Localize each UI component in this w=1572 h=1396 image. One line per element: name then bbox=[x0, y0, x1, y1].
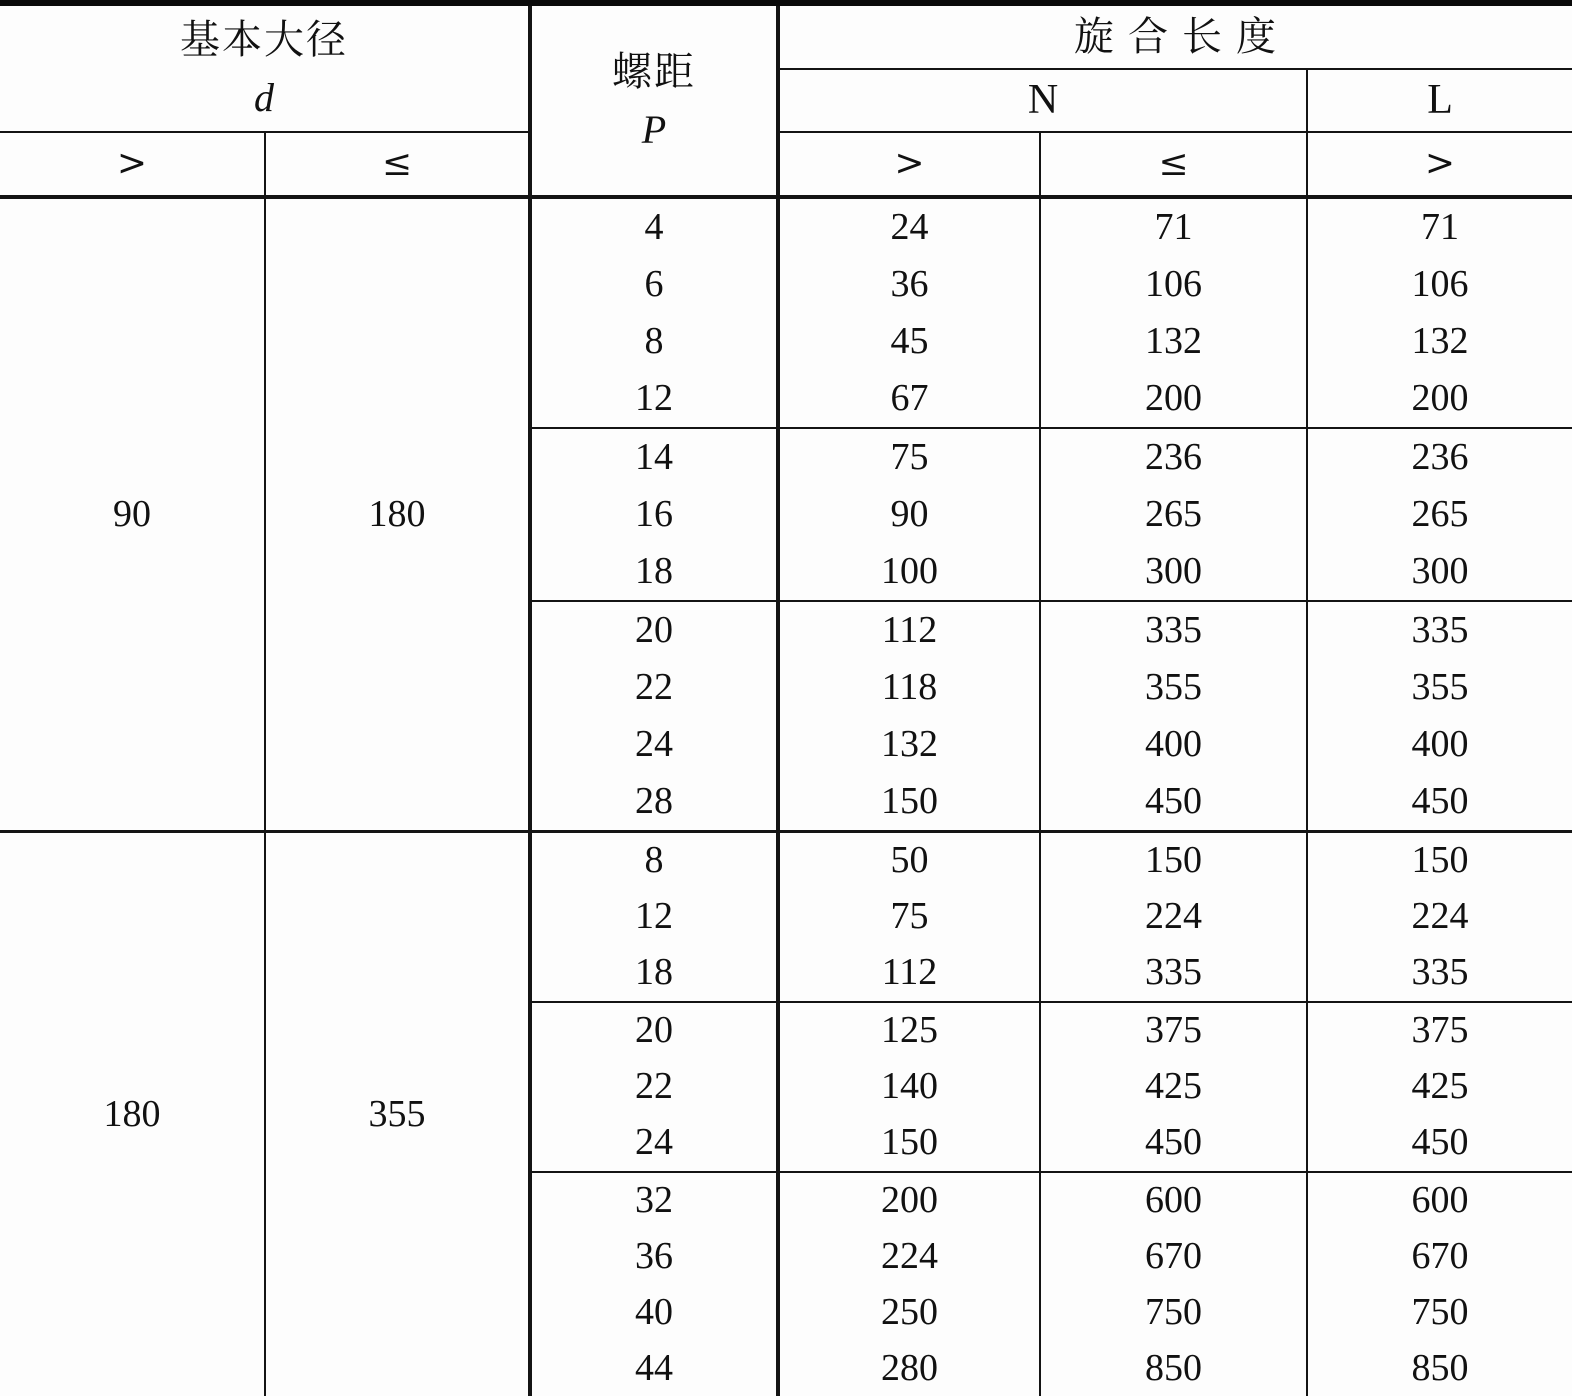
l-over-cell: 335 bbox=[1411, 608, 1469, 651]
l-over-cell: 265 bbox=[1411, 492, 1469, 535]
n-upto-cell: 335 bbox=[1040, 601, 1307, 659]
n-upto-cell: 71 bbox=[1040, 197, 1307, 256]
n-over-cell: 118 bbox=[778, 659, 1040, 716]
n-over-cell: 112 bbox=[778, 601, 1040, 659]
n-upto-cell: 400 bbox=[1040, 716, 1307, 773]
pitch-cell: 12 bbox=[530, 889, 778, 945]
n-over-cell: 50 bbox=[778, 832, 1040, 890]
n-upto-cell: 132 bbox=[1040, 313, 1307, 370]
n-upto-cell: 425 bbox=[1040, 1059, 1307, 1115]
l-over-cell: 750 bbox=[1411, 1291, 1469, 1334]
l-over-cell: 600 bbox=[1411, 1179, 1469, 1222]
n-over-cell: 67 bbox=[778, 370, 1040, 428]
n-upto-cell: 106 bbox=[1040, 256, 1307, 313]
n-over-cell: 224 bbox=[778, 1229, 1040, 1285]
l-over-cell: 375 bbox=[1411, 1009, 1469, 1052]
n-upto-cell: 355 bbox=[1040, 659, 1307, 716]
l-over-cell: 71 bbox=[1421, 205, 1460, 248]
pitch-cell: 8 bbox=[530, 313, 778, 370]
pitch-cell: 20 bbox=[530, 1002, 778, 1059]
n-over-cell: 24 bbox=[778, 197, 1040, 256]
n-over-cell: 140 bbox=[778, 1059, 1040, 1115]
n-over-cell: 90 bbox=[778, 486, 1040, 543]
l-over-cell: 425 bbox=[1411, 1065, 1469, 1108]
pitch-cell: 12 bbox=[530, 370, 778, 428]
d-upto-cell: 180 bbox=[265, 197, 530, 832]
n-upto-cell: 450 bbox=[1040, 1115, 1307, 1172]
l-over-cell: 200 bbox=[1307, 370, 1572, 428]
header-pitch-title: 螺距 bbox=[612, 48, 696, 94]
table-header bbox=[0, 3, 1572, 197]
n-over-cell: 200 bbox=[778, 1172, 1040, 1229]
n-over-cell: 112 bbox=[778, 945, 1040, 1002]
n-over-cell: 75 bbox=[778, 889, 1040, 945]
n-upto-cell: 200 bbox=[1040, 370, 1307, 428]
pitch-cell: 24 bbox=[530, 716, 778, 773]
l-over-cell: 335 bbox=[1307, 945, 1572, 1002]
n-upto-cell: 850 bbox=[1040, 1341, 1307, 1396]
pitch-cell: 18 bbox=[530, 945, 778, 1002]
header-basic-diameter-symbol: d bbox=[254, 74, 274, 120]
d-over-cell: 90 bbox=[0, 197, 265, 832]
pitch-cell: 14 bbox=[530, 428, 778, 486]
n-upto-cell: 236 bbox=[1040, 428, 1307, 486]
l-over-cell: 355 bbox=[1411, 665, 1469, 708]
pitch-cell: 24 bbox=[530, 1115, 778, 1172]
n-over-cell: 132 bbox=[778, 716, 1040, 773]
pitch-cell: 40 bbox=[530, 1285, 778, 1341]
l-over-cell: 150 bbox=[1411, 839, 1469, 882]
pitch-cell: 20 bbox=[530, 601, 778, 659]
n-over-cell: 36 bbox=[778, 256, 1040, 313]
header-d-upto: ≤ bbox=[265, 132, 530, 197]
pitch-cell: 4 bbox=[530, 197, 778, 256]
n-upto-cell: 750 bbox=[1040, 1285, 1307, 1341]
d-upto-cell: 355 bbox=[265, 832, 530, 1396]
table-body bbox=[0, 197, 1572, 1396]
l-over-cell: 670 bbox=[1411, 1235, 1469, 1278]
pitch-cell: 18 bbox=[530, 543, 778, 601]
n-upto-cell: 375 bbox=[1040, 1002, 1307, 1059]
pitch-cell: 36 bbox=[530, 1229, 778, 1285]
header-basic-diameter bbox=[0, 3, 530, 132]
pitch-cell: 16 bbox=[530, 486, 778, 543]
n-over-cell: 75 bbox=[778, 428, 1040, 486]
header-engagement-length: 旋 合 长 度 bbox=[778, 3, 1572, 69]
l-over-cell: 106 bbox=[1411, 262, 1469, 305]
l-over-cell: 450 bbox=[1307, 1115, 1572, 1172]
n-over-cell: 150 bbox=[778, 1115, 1040, 1172]
l-over-cell: 400 bbox=[1411, 722, 1469, 765]
table-row bbox=[0, 197, 1572, 256]
n-upto-cell: 670 bbox=[1040, 1229, 1307, 1285]
n-over-cell: 100 bbox=[778, 543, 1040, 601]
pitch-cell: 32 bbox=[530, 1172, 778, 1229]
pitch-cell: 44 bbox=[530, 1341, 778, 1396]
n-upto-cell: 265 bbox=[1040, 486, 1307, 543]
header-group-n: N bbox=[778, 69, 1307, 132]
n-upto-cell: 335 bbox=[1040, 945, 1307, 1002]
header-basic-diameter-title: 基本大径 bbox=[180, 16, 348, 62]
n-over-cell: 45 bbox=[778, 313, 1040, 370]
n-upto-cell: 600 bbox=[1040, 1172, 1307, 1229]
n-over-cell: 250 bbox=[778, 1285, 1040, 1341]
d-over-cell: 180 bbox=[0, 832, 265, 1396]
l-over-cell: 300 bbox=[1307, 543, 1572, 601]
pitch-cell: 6 bbox=[530, 256, 778, 313]
header-n-over: > bbox=[778, 132, 1040, 197]
n-upto-cell: 300 bbox=[1040, 543, 1307, 601]
l-over-cell: 236 bbox=[1411, 435, 1469, 478]
header-n-upto: ≤ bbox=[1040, 132, 1307, 197]
n-over-cell: 150 bbox=[778, 773, 1040, 832]
header-pitch bbox=[530, 3, 778, 197]
n-upto-cell: 450 bbox=[1040, 773, 1307, 832]
n-over-cell: 280 bbox=[778, 1341, 1040, 1396]
header-pitch-symbol: P bbox=[641, 106, 667, 152]
pitch-cell: 8 bbox=[530, 832, 778, 890]
header-l-over: > bbox=[1307, 132, 1572, 197]
pitch-cell: 22 bbox=[530, 1059, 778, 1115]
l-over-cell: 450 bbox=[1307, 773, 1572, 832]
l-over-cell: 224 bbox=[1411, 895, 1469, 938]
header-group-l: L bbox=[1307, 69, 1572, 132]
table-row bbox=[0, 832, 1572, 890]
l-over-cell: 132 bbox=[1411, 319, 1469, 362]
n-upto-cell: 150 bbox=[1040, 832, 1307, 890]
n-upto-cell: 224 bbox=[1040, 889, 1307, 945]
n-over-cell: 125 bbox=[778, 1002, 1040, 1059]
header-d-over: > bbox=[0, 132, 265, 197]
pitch-cell: 22 bbox=[530, 659, 778, 716]
l-over-cell: 850 bbox=[1411, 1347, 1469, 1390]
pitch-cell: 28 bbox=[530, 773, 778, 832]
